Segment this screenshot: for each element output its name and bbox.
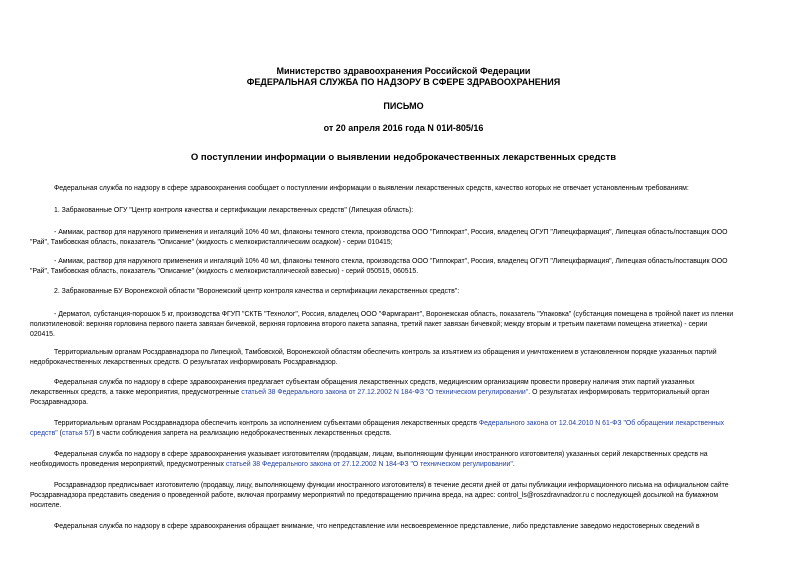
service-name: ФЕДЕРАЛЬНАЯ СЛУЖБА ПО НАДЗОРУ В СФЕРЕ ЗДРАВООХРАНЕНИЯ [246, 77, 561, 87]
paragraph-line [30, 460, 769, 470]
paragraph-line [30, 388, 769, 398]
document-date: от 20 апреля 2016 года N 01И-805/16 [323, 123, 484, 133]
paragraph-line [30, 429, 769, 439]
document-type: ПИСЬМО [383, 101, 424, 111]
ministry-name: Министерство здравоохранения Российской Федерации [276, 66, 531, 76]
paragraph-item-2 [30, 257, 769, 277]
paragraph-line: Территориальным органам Росздравнадзора по Липецкой, Тамбовской, Воронежской областям обеспечить контроль за изъятием из обращения и уничтожением в установленном порядке указанных партий [54, 349, 717, 356]
paragraph-line: 2. Забракованные БУ Воронежской области "Воронежский центр контроля качества и сертификации лекарственных средств": [54, 288, 460, 295]
text-fragment: Территориальным органам Росздравнадзора обеспечить контроль за исполнением субъектами обращения лекарственных средств [54, 420, 479, 427]
paragraph-section-2 [30, 287, 769, 297]
paragraph-manufacturers [30, 450, 769, 470]
document-subject: О поступлении информации о выявлении недоброкачественных лекарственных средств [190, 152, 617, 163]
paragraph-line: Федеральная служба по надзору в сфере здравоохранения обращает внимание, что непредставление или несвоевременное представление, либо представление заведомо недостоверных сведений в [54, 523, 700, 530]
law-link-art38-2[interactable]: статьей 38 Федерального закона от 27.12.2002 N 184-ФЗ "О техническом регулировании" [225, 461, 513, 468]
paragraph-item-1 [30, 228, 769, 248]
paragraph-line: "Рай", Тамбовская область, показатель "Описание" (жидкость с мелкокристаллической взвесью) - серий 050515, 060515. [30, 268, 419, 275]
paragraph-section-1 [30, 206, 769, 216]
paragraph-line: - Аммиак, раствор для наружного применения и ингаляций 10% 40 мл, флаконы темного стекла, производства ООО "Гиппократ", Россия, владелец ОГУП "Липецкфармация", Липецкая область/поставщик ООО [54, 229, 728, 236]
paragraph-line: Росздравнадзора представить сведения о проведенной работе, включая программу мероприятий по предотвращению причина вреда, на адрес: control_ls@roszdravnadzor.ru с последующей досылкой на бумажном [30, 492, 719, 499]
text-fragment: необходимость проведения мероприятий, предусмотренных [30, 461, 226, 468]
paragraph-control-execution [30, 419, 769, 439]
text-fragment: ( [57, 430, 62, 437]
paragraph-line: 1. Забракованные ОГУ "Центр контроля качества и сертификации лекарственных средств" (Липецкая область): [54, 207, 414, 214]
paragraph-line: Росздравнадзора. [30, 399, 89, 406]
text-fragment: . О результатах информировать территориальный орган [528, 389, 710, 396]
paragraph-item-3 [30, 310, 769, 340]
paragraph-line: Федеральная служба по надзору в сфере здравоохранения указывает изготовителям (продавцам, лицам, выполняющим функции иностранного изготовителя) указанных серий лекарственных средств на [54, 451, 708, 458]
paragraph-line: Росздравнадзор предписывает изготовителю (продавцу, лицу, выполняющему функции иностранного изготовителя) в течение десяти дней от даты публикации информационного письма на официальном сайте [54, 482, 729, 489]
paragraph-line: "Рай", Тамбовская область, показатель "Описание" (жидкость с мелкокристаллическим осадком) - серии 010415; [30, 239, 393, 246]
law-link-art57[interactable]: статья 57 [61, 430, 93, 437]
paragraph-line: - Аммиак, раствор для наружного применения и ингаляций 10% 40 мл, флаконы темного стекла, производства ООО "Гиппократ", Россия, владелец ОГУП "Липецкфармация", Липецкая область/поставщик ООО [54, 258, 728, 265]
law-link-art38[interactable]: статьей 38 Федерального закона от 27.12.2002 N 184-ФЗ "О техническом регулировании" [241, 389, 529, 396]
paragraph-line: полиэтиленовой: верхняя горловина первого пакета завязан бичевкой, верхняя горловина второго пакета запаяна, третий пакет завязан бичевкой; между вторым и третьим пакетами помещена этикетка) - серии [30, 321, 708, 328]
text-fragment: ) в части соблюдения запрета на реализацию недоброкачественных лекарственных средств. [92, 430, 392, 437]
paragraph-subjects-check [30, 378, 769, 408]
paragraph-line: недоброкачественных лекарственных средств. О результатах информировать Росздравнадзор. [30, 359, 338, 366]
paragraph-line: - Дерматол, субстанция-порошок 5 кг, производства ФГУП "СКТБ "Технолог", Россия, владелец ООО "Фармгарант", Воронежская область, показатель "Упаковка" (субстанция помещена в тройной пакет из пленки [54, 311, 734, 318]
paragraph-line: 020415. [30, 331, 55, 338]
law-link-61fz[interactable]: Федерального закона от 12.04.2010 N 61-ФЗ "Об обращении лекарственных [478, 420, 725, 427]
paragraph-line: Федеральная служба по надзору в сфере здравоохранения сообщает о поступлении информации о выявлении лекарственных средств, качество которых не отвечает установленным требованиям: [54, 185, 689, 192]
paragraph-line: Федеральная служба по надзору в сфере здравоохранения предлагает субъектам обращения лекарственных средств, медицинским организациям провести проверку наличия этих партий указанных [54, 379, 695, 386]
paragraph-line: носителе. [30, 502, 62, 509]
law-link-61fz-cont[interactable]: средств" [30, 430, 58, 437]
paragraph-prescription [30, 481, 769, 511]
text-fragment: лекарственных средств, а также мероприятия, предусмотренные [30, 389, 242, 396]
paragraph-intro [30, 184, 769, 194]
paragraph-attention [30, 522, 769, 532]
text-fragment: . [512, 461, 515, 468]
paragraph-territorial-control [30, 348, 769, 368]
paragraph-line [30, 419, 769, 429]
